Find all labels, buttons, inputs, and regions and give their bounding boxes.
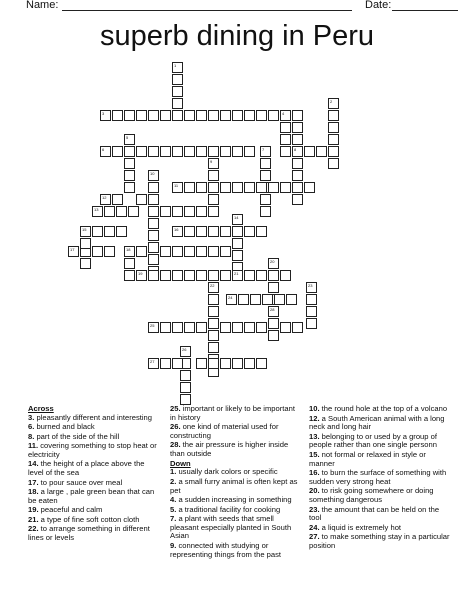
- grid-cell[interactable]: [124, 270, 135, 281]
- grid-cell[interactable]: [208, 194, 219, 205]
- grid-cell[interactable]: [92, 246, 103, 257]
- grid-cell[interactable]: [208, 182, 219, 193]
- clue-number: 12: [102, 195, 107, 200]
- grid-cell[interactable]: [328, 146, 339, 157]
- grid-cell[interactable]: [256, 270, 267, 281]
- grid-cell[interactable]: [196, 270, 207, 281]
- grid-cell[interactable]: [172, 206, 183, 217]
- grid-cell[interactable]: [136, 194, 147, 205]
- grid-cell[interactable]: [292, 158, 303, 169]
- grid-cell[interactable]: [232, 146, 243, 157]
- grid-cell[interactable]: [136, 146, 147, 157]
- grid-cell[interactable]: [160, 146, 171, 157]
- grid-cell[interactable]: [328, 122, 339, 133]
- grid-cell[interactable]: [208, 146, 219, 157]
- clue-number: 7: [262, 147, 265, 152]
- grid-cell[interactable]: [220, 322, 231, 333]
- grid-cell[interactable]: [160, 110, 171, 121]
- clue-text: 19. peaceful and calm: [28, 505, 103, 515]
- grid-cell[interactable]: [328, 134, 339, 145]
- grid-cell[interactable]: [280, 270, 291, 281]
- grid-cell[interactable]: [208, 282, 219, 293]
- grid-cell[interactable]: [244, 270, 255, 281]
- grid-cell[interactable]: [232, 250, 243, 261]
- grid-cell[interactable]: [292, 146, 303, 157]
- grid-cell[interactable]: [128, 206, 139, 217]
- grid-cell[interactable]: [172, 226, 183, 237]
- grid-cell[interactable]: [280, 134, 291, 145]
- grid-cell[interactable]: [116, 226, 127, 237]
- grid-cell[interactable]: [292, 170, 303, 181]
- grid-cell[interactable]: [268, 318, 279, 329]
- grid-cell[interactable]: [124, 182, 135, 193]
- grid-cell[interactable]: [80, 226, 91, 237]
- grid-cell[interactable]: [304, 146, 315, 157]
- grid-cell[interactable]: [250, 294, 261, 305]
- grid-cell[interactable]: [124, 146, 135, 157]
- clue-number: 10: [150, 171, 155, 176]
- clue-text: 26. one kind of material used for constructing: [170, 422, 279, 440]
- clue-text: 11. covering something to stop heat or electricity: [28, 441, 157, 459]
- grid-cell[interactable]: [172, 358, 183, 369]
- down-clue-list-continued: [309, 405, 451, 551]
- grid-cell[interactable]: [196, 146, 207, 157]
- grid-cell[interactable]: [180, 370, 191, 381]
- grid-cell[interactable]: [220, 358, 231, 369]
- grid-cell[interactable]: [208, 330, 219, 341]
- grid-cell[interactable]: [232, 270, 243, 281]
- clue-number: 3: [102, 111, 105, 116]
- grid-cell[interactable]: [208, 306, 219, 317]
- grid-cell[interactable]: [244, 358, 255, 369]
- grid-cell[interactable]: [148, 110, 159, 121]
- grid-cell[interactable]: [208, 342, 219, 353]
- grid-cell[interactable]: [268, 258, 279, 269]
- clue-text: 27. to make something stay in a particular position: [309, 532, 450, 550]
- grid-cell[interactable]: [172, 146, 183, 157]
- grid-cell[interactable]: [172, 270, 183, 281]
- grid-cell[interactable]: [148, 322, 159, 333]
- grid-cell[interactable]: [306, 306, 317, 317]
- grid-cell[interactable]: [184, 322, 195, 333]
- clue-number: 28: [270, 307, 275, 312]
- grid-cell[interactable]: [112, 146, 123, 157]
- grid-cell[interactable]: [124, 158, 135, 169]
- grid-cell[interactable]: [148, 182, 159, 193]
- grid-cell[interactable]: [286, 294, 297, 305]
- grid-cell[interactable]: [172, 74, 183, 85]
- grid-cell[interactable]: [92, 206, 103, 217]
- clue-number: 21: [234, 271, 239, 276]
- grid-cell[interactable]: [208, 110, 219, 121]
- grid-cell[interactable]: [184, 226, 195, 237]
- grid-cell[interactable]: [136, 110, 147, 121]
- clue-number: 11: [174, 183, 179, 188]
- grid-cell[interactable]: [280, 322, 291, 333]
- date-label: Date:: [365, 0, 392, 11]
- clue-text: 21. a type of fine soft cotton cloth: [28, 514, 140, 524]
- clue-number: 18: [126, 247, 131, 252]
- clues-column-3: [309, 405, 451, 551]
- grid-cell[interactable]: [172, 182, 183, 193]
- clue-text: 3. pleasantly different and interesting: [28, 412, 152, 422]
- clue-text: 17. to pour sauce over meal: [28, 477, 123, 487]
- grid-cell[interactable]: [172, 322, 183, 333]
- grid-cell[interactable]: [260, 206, 271, 217]
- grid-cell[interactable]: [268, 282, 279, 293]
- grid-cell[interactable]: [124, 246, 135, 257]
- clue-number: 26: [182, 347, 187, 352]
- grid-cell[interactable]: [160, 246, 171, 257]
- grid-cell[interactable]: [148, 230, 159, 241]
- clue-number: 20: [270, 259, 275, 264]
- grid-cell[interactable]: [292, 110, 303, 121]
- grid-cell[interactable]: [260, 158, 271, 169]
- across-clue-list-continued: [170, 405, 298, 459]
- clue-number: 23: [308, 283, 313, 288]
- grid-cell[interactable]: [160, 358, 171, 369]
- grid-cell[interactable]: [112, 194, 123, 205]
- grid-cell[interactable]: [136, 246, 147, 257]
- grid-cell[interactable]: [148, 218, 159, 229]
- grid-cell[interactable]: [160, 270, 171, 281]
- grid-cell[interactable]: [260, 194, 271, 205]
- grid-cell[interactable]: [208, 170, 219, 181]
- grid-cell[interactable]: [172, 110, 183, 121]
- clue-number: 24: [228, 295, 233, 300]
- grid-cell[interactable]: [292, 182, 303, 193]
- down-heading: Down: [170, 458, 191, 468]
- grid-cell[interactable]: [256, 226, 267, 237]
- across-clue-list: [28, 414, 160, 543]
- grid-cell[interactable]: [232, 110, 243, 121]
- grid-cell[interactable]: [172, 98, 183, 109]
- grid-cell[interactable]: [244, 110, 255, 121]
- grid-cell[interactable]: [208, 318, 219, 329]
- clue-text: 18. a large , pale green bean that can be eaten: [28, 487, 155, 505]
- grid-cell[interactable]: [172, 62, 183, 73]
- grid-cell[interactable]: [232, 182, 243, 193]
- grid-cell[interactable]: [124, 258, 135, 269]
- clue-text: 6. burned and black: [28, 422, 95, 432]
- grid-cell[interactable]: [306, 282, 317, 293]
- grid-cell[interactable]: [256, 110, 267, 121]
- clue-text: 22. to arrange something in different lines or levels: [28, 524, 150, 543]
- clue-text: 28. the air pressure is higher inside than outside: [170, 440, 289, 459]
- grid-cell[interactable]: [256, 322, 267, 333]
- grid-cell[interactable]: [260, 170, 271, 181]
- clue-text: 16. to burn the surface of something with sudden very strong heat: [309, 468, 447, 486]
- grid-cell[interactable]: [244, 146, 255, 157]
- grid-cell[interactable]: [100, 194, 111, 205]
- clue-text: 2. a small furry animal is often kept as pet: [170, 476, 298, 495]
- grid-cell[interactable]: [148, 170, 159, 181]
- clues-column-1: [28, 405, 160, 544]
- grid-cell[interactable]: [306, 294, 317, 305]
- grid-cell[interactable]: [196, 110, 207, 121]
- grid-cell[interactable]: [238, 294, 249, 305]
- grid-cell[interactable]: [244, 182, 255, 193]
- grid-cell[interactable]: [196, 322, 207, 333]
- puzzle-title: superb dining in Peru: [99, 20, 375, 52]
- grid-cell[interactable]: [304, 182, 315, 193]
- grid-cell[interactable]: [208, 226, 219, 237]
- clue-text: 20. to risk going somewhere or doing something dangerous: [309, 486, 434, 505]
- grid-cell[interactable]: [184, 182, 195, 193]
- clue-text: 7. a plant with seeds that smell pleasant especially planted in South Asian: [170, 514, 292, 541]
- grid-cell[interactable]: [148, 242, 159, 253]
- grid-cell[interactable]: [180, 382, 191, 393]
- grid-cell[interactable]: [260, 146, 271, 157]
- grid-cell[interactable]: [196, 358, 207, 369]
- grid-cell[interactable]: [220, 246, 231, 257]
- clue-number: 25: [150, 323, 155, 328]
- grid-cell[interactable]: [232, 238, 243, 249]
- clue-number: 15: [82, 227, 87, 232]
- grid-cell[interactable]: [104, 246, 115, 257]
- grid-cell[interactable]: [280, 146, 291, 157]
- clue-number: 6: [102, 147, 105, 152]
- clue-text: 15. not formal or relaxed in style or manner: [309, 449, 426, 468]
- grid-cell[interactable]: [100, 146, 111, 157]
- clue-number: 19: [138, 271, 143, 276]
- grid-cell[interactable]: [68, 246, 79, 257]
- grid-cell[interactable]: [256, 182, 267, 193]
- grid-cell[interactable]: [280, 182, 291, 193]
- grid-cell[interactable]: [280, 110, 291, 121]
- clue-number: 9: [210, 159, 213, 164]
- grid-cell[interactable]: [196, 246, 207, 257]
- grid-cell[interactable]: [208, 246, 219, 257]
- grid-cell[interactable]: [124, 134, 135, 145]
- grid-cell[interactable]: [268, 110, 279, 121]
- grid-cell[interactable]: [256, 358, 267, 369]
- grid-cell[interactable]: [180, 346, 191, 357]
- grid-cell[interactable]: [268, 306, 279, 317]
- grid-cell[interactable]: [148, 358, 159, 369]
- clue-number: 4: [282, 111, 285, 116]
- grid-cell[interactable]: [184, 146, 195, 157]
- grid-cell[interactable]: [280, 122, 291, 133]
- clue-text: 10. the round hole at the top of a volcano: [309, 404, 448, 413]
- grid-cell[interactable]: [148, 194, 159, 205]
- grid-cell[interactable]: [208, 270, 219, 281]
- grid-cell[interactable]: [100, 110, 111, 121]
- grid-cell[interactable]: [184, 246, 195, 257]
- across-heading: Across: [28, 404, 54, 413]
- clue-number: 17: [70, 247, 75, 252]
- grid-cell[interactable]: [80, 238, 91, 249]
- grid-cell[interactable]: [208, 206, 219, 217]
- grid-cell[interactable]: [148, 254, 159, 265]
- grid-cell[interactable]: [292, 122, 303, 133]
- down-clue-list: [170, 468, 298, 559]
- clue-number: 14: [234, 215, 239, 220]
- grid-cell[interactable]: [184, 270, 195, 281]
- grid-cell[interactable]: [268, 270, 279, 281]
- clue-number: 5: [126, 135, 129, 140]
- grid-cell[interactable]: [262, 294, 273, 305]
- grid-cell[interactable]: [306, 318, 317, 329]
- grid-cell[interactable]: [292, 194, 303, 205]
- clue-number: 16: [174, 227, 179, 232]
- grid-cell[interactable]: [274, 294, 285, 305]
- grid-cell[interactable]: [220, 146, 231, 157]
- grid-cell[interactable]: [172, 86, 183, 97]
- grid-cell[interactable]: [104, 206, 115, 217]
- name-label: Name:: [26, 0, 59, 11]
- grid-cell[interactable]: [328, 110, 339, 121]
- grid-cell[interactable]: [116, 206, 127, 217]
- grid-cell[interactable]: [226, 294, 237, 305]
- grid-cell[interactable]: [148, 206, 159, 217]
- grid-cell[interactable]: [292, 134, 303, 145]
- clue-text: 25. important or likely to be important in history: [170, 404, 295, 422]
- grid-cell[interactable]: [184, 206, 195, 217]
- grid-cell[interactable]: [160, 322, 171, 333]
- grid-cell[interactable]: [232, 358, 243, 369]
- grid-cell[interactable]: [196, 182, 207, 193]
- clue-text: 14. the height of a place above the level of the sea: [28, 459, 145, 478]
- grid-cell[interactable]: [208, 358, 219, 369]
- grid-cell[interactable]: [268, 330, 279, 341]
- clue-number: 2: [330, 99, 333, 104]
- grid-cell[interactable]: [220, 182, 231, 193]
- grid-cell[interactable]: [292, 322, 303, 333]
- clue-text: 12. a South American animal with a long neck and long hair: [309, 413, 445, 432]
- grid-cell[interactable]: [196, 226, 207, 237]
- grid-cell[interactable]: [316, 146, 327, 157]
- grid-cell[interactable]: [104, 226, 115, 237]
- clue-number: 22: [210, 283, 215, 288]
- grid-cell[interactable]: [172, 246, 183, 257]
- clue-text: 5. a traditional facility for cooking: [170, 504, 281, 514]
- grid-cell[interactable]: [112, 110, 123, 121]
- grid-cell[interactable]: [124, 170, 135, 181]
- clue-text: 13. belonging to or used by a group of people rather than one single personn: [309, 431, 437, 450]
- grid-cell[interactable]: [232, 214, 243, 225]
- grid-cell[interactable]: [268, 182, 279, 193]
- clue-text: 4. a sudden increasing in something: [170, 495, 292, 505]
- grid-cell[interactable]: [244, 322, 255, 333]
- grid-cell[interactable]: [220, 270, 231, 281]
- grid-cell[interactable]: [232, 322, 243, 333]
- grid-cell[interactable]: [244, 226, 255, 237]
- grid-cell[interactable]: [184, 110, 195, 121]
- grid-cell[interactable]: [148, 270, 159, 281]
- grid-cell[interactable]: [208, 294, 219, 305]
- clue-number: 1: [174, 63, 177, 68]
- clue-text: 8. part of the side of the hill: [28, 431, 120, 441]
- grid-cell[interactable]: [328, 98, 339, 109]
- grid-cell[interactable]: [148, 146, 159, 157]
- grid-cell[interactable]: [232, 226, 243, 237]
- clue-text: 24. a liquid is extremely hot: [309, 522, 402, 532]
- grid-cell[interactable]: [136, 270, 147, 281]
- clue-number: 13: [94, 207, 99, 212]
- clue-number: 27: [150, 359, 155, 364]
- clues-column-2: [170, 405, 298, 560]
- grid-cell[interactable]: [220, 110, 231, 121]
- clue-text: 23. the amount that can be held on the tool: [309, 504, 440, 523]
- clue-number: 8: [294, 147, 297, 152]
- grid-cell[interactable]: [124, 110, 135, 121]
- grid-cell[interactable]: [328, 158, 339, 169]
- grid-cell[interactable]: [220, 226, 231, 237]
- grid-cell[interactable]: [160, 206, 171, 217]
- clue-text: 9. connected with studying or representing things from the past: [170, 540, 282, 559]
- grid-cell[interactable]: [208, 158, 219, 169]
- clue-text: 1. usually dark colors or specific: [170, 467, 278, 477]
- grid-cell[interactable]: [196, 206, 207, 217]
- grid-cell[interactable]: [92, 226, 103, 237]
- grid-cell[interactable]: [80, 258, 91, 269]
